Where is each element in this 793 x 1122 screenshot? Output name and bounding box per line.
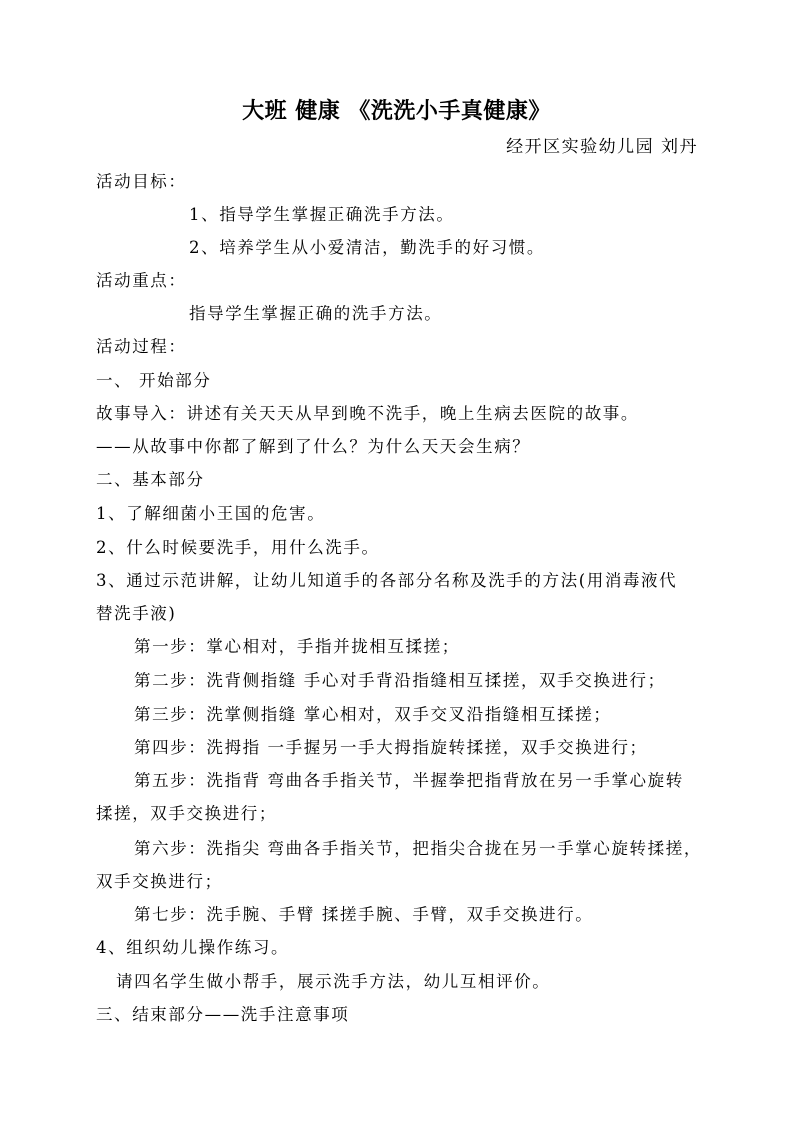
part2-item-4: 4、组织幼儿操作练习。	[96, 938, 290, 957]
part2-item-1: 1、了解细菌小王国的危害。	[96, 504, 326, 523]
wash-step-7: 第七步：洗手腕、手臂 揉搓手腕、手臂，双手交换进行。	[134, 905, 594, 924]
wash-step-3: 第三步：洗掌侧指缝 掌心相对，双手交叉沿指缝相互揉搓；	[134, 705, 612, 724]
wash-step-2: 第二步：洗背侧指缝 手心对手背沿指缝相互揉搓，双手交换进行；	[134, 671, 666, 690]
part2-item-4-detail: 请四名学生做小帮手，展示洗手方法，幼儿互相评价。	[116, 972, 551, 991]
goals-heading: 活动目标：	[96, 172, 187, 191]
part3-heading: 三、结束部分——洗手注意事项	[96, 1005, 350, 1024]
wash-step-1: 第一步：掌心相对，手指并拢相互揉搓；	[134, 637, 460, 656]
goal-item: 1、指导学生掌握正确洗手方法。	[189, 205, 455, 224]
part2-item-2: 2、什么时候要洗手，用什么洗手。	[96, 538, 380, 557]
part1-story: 故事导入：讲述有关天天从早到晚不洗手，晚上生病去医院的故事。	[96, 404, 639, 423]
document-title: 大班 健康 《洗洗小手真健康》	[242, 98, 551, 124]
wash-step-6-line1: 第六步：洗指尖 弯曲各手指关节，把指尖合拢在另一手掌心旋转揉搓，	[134, 839, 702, 858]
part1-question: ——从故事中你都了解到了什么？为什么天天会生病？	[96, 437, 531, 456]
document-author: 经开区实验幼儿园 刘丹	[506, 137, 698, 157]
part2-item-3-line2: 替洗手液)	[96, 604, 177, 623]
process-heading: 活动过程：	[96, 337, 187, 356]
part2-heading: 二、基本部分	[96, 470, 205, 489]
part1-heading: 一、 开始部分	[96, 371, 212, 390]
wash-step-6-line2: 双手交换进行；	[96, 872, 223, 891]
wash-step-5-line1: 第五步：洗指背 弯曲各手指关节，半握拳把指背放在另一手掌心旋转	[134, 771, 684, 790]
focus-heading: 活动重点：	[96, 271, 187, 290]
part2-item-3-line1: 3、通过示范讲解，让幼儿知道手的各部分名称及洗手的方法(用消毒液代	[96, 571, 678, 590]
wash-step-4: 第四步：洗拇指 一手握另一手大拇指旋转揉搓，双手交换进行；	[134, 738, 648, 757]
wash-step-5-line2: 揉搓，双手交换进行；	[96, 804, 277, 823]
focus-text: 指导学生掌握正确的洗手方法。	[189, 304, 443, 323]
goal-item: 2、培养学生从小爱清洁，勤洗手的好习惯。	[189, 238, 545, 257]
